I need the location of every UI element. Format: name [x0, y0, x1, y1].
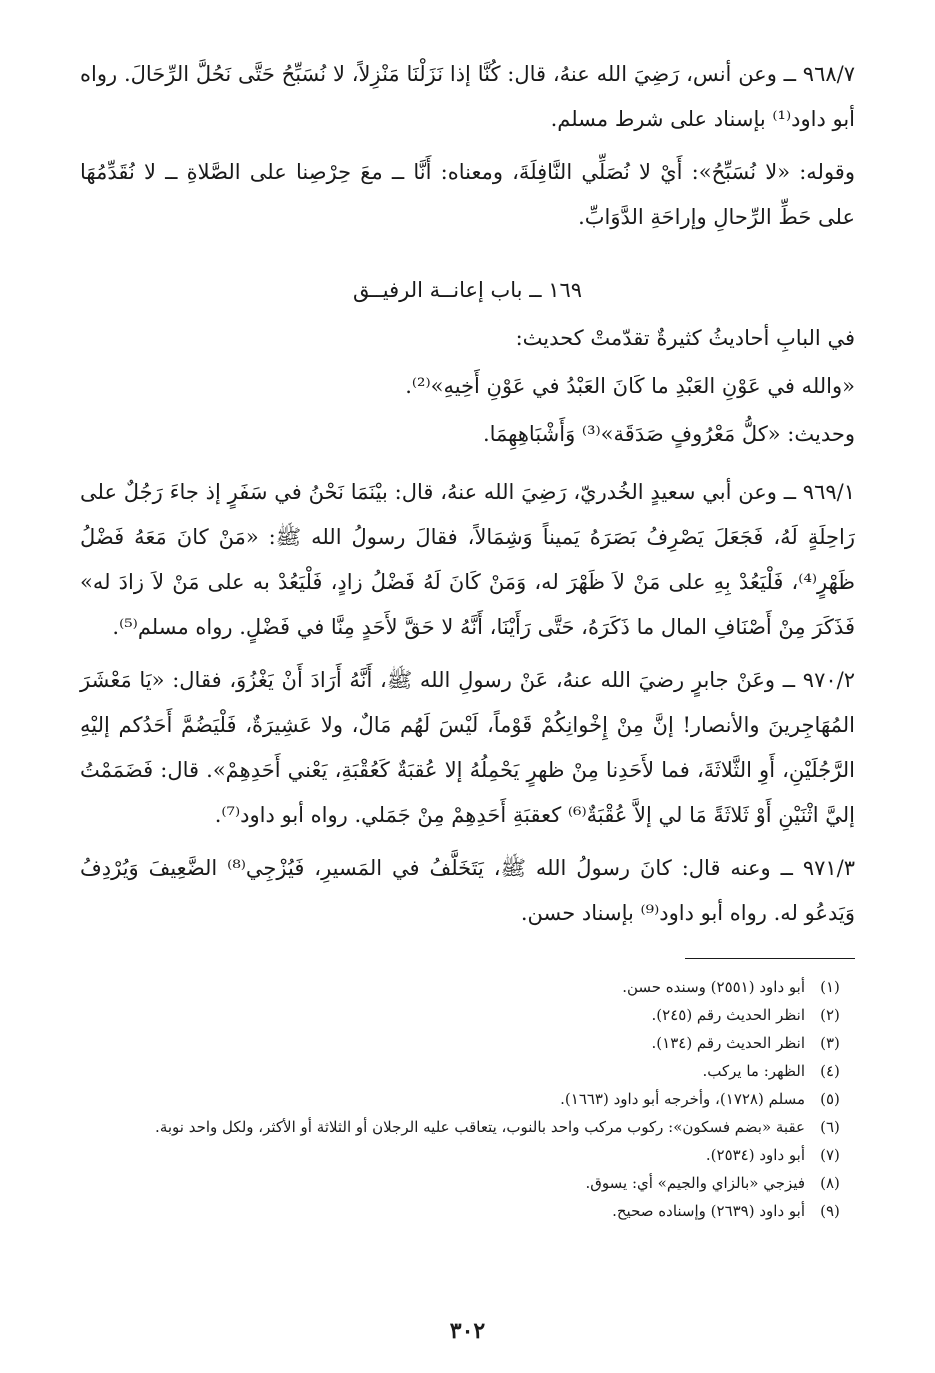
footnote: (٥) مسلم (١٧٢٨)، وأخرجه أبو داود (١٦٦٣).: [560, 1090, 840, 1108]
quoted-hadith: «والله في عَوْنِ العَبْدِ ما كَانَ العَبْدُ في عَوْنِ أَخِيهِ»⁽²⁾.: [405, 374, 855, 398]
footnote: (٨) فيزجي «بالزاي والجيم» أي: يسوق.: [585, 1174, 840, 1192]
hadith-971: ٩٧١/٣ ــ وعنه قال: كانَ رسولُ الله ﷺ، يَتَخَلَّفُ في المَسيرِ، فَيُزْجِي⁽⁸⁾ الضَّعِيفَ وَيُرْدِفُ وَيَدعُو له. رواه أبو داود⁽⁹⁾ بإسناد حسن.: [80, 856, 856, 925]
footnote: (٩) أبو داود (٢٦٣٩) وإسناده صحيح.: [612, 1202, 840, 1220]
page-number: ٣٠٢: [449, 1318, 486, 1344]
quoted-hadith-2: وحديث: «كلُّ مَعْرُوفٍ صَدَقَة»⁽³⁾ وَأَشْبَاهِهِمَا.: [482, 422, 855, 446]
chapter-heading: ١٦٩ ــ باب إعانــة الرفيــق: [352, 278, 583, 302]
intro-line: في البابِ أحاديثُ كثيرةٌ تقدّمتْ كحديث:: [515, 326, 855, 350]
hadith-970: ٩٧٠/٢ ــ وعَنْ جابرٍ رضيَ الله عنهُ، عَنْ رسولِ الله ﷺ، أَنَّهُ أَرَادَ أَنْ يَغْزُوَ، فقال: «يَا مَعْشَرَ المُهَاجِرينَ والأنصار! إنَّ مِنْ إِخْوانِكُمْ قَوْماً، لَيْسَ لَهُم مَالٌ، ولا عَشِيرَةٌ، فَلْيَضُمَّ أَحَدُكم إليْهِ الرَّجُلَيْنِ، أَوِ الثَّلاثَةَ، فما لأَحَدِنا مِنْ ظهرٍ يَحْمِلُهُ إلا عُقبَةٌ كَعُقْبَةِ، يَعْني أَحَدِهِمْ». قال: فَضَمَمْتُ إليَّ اثْنَيْنِ أَوْ ثَلاثَةً مَا لي إلاَّ عُقْبَةٌ⁽⁶⁾ كعقبَةِ أَحَدِهِمْ مِنْ جَمَلي. رواه أبو داود⁽⁷⁾.: [80, 668, 855, 827]
footnote: (٣) انظر الحديث رقم (١٣٤).: [651, 1034, 840, 1052]
hadith-969: ٩٦٩/١ ــ وعن أبي سعيدٍ الخُدريّ، رَضِيَ الله عنهُ، قال: بيْنَمَا نَحْنُ في سَفَرٍ إذ جاءَ رَجُلٌ على رَاحِلَةٍ لَهُ، فَجَعَلَ يَصْرِفُ بَصَرَهُ يَميناً وَشِمَالاً، فقالَ رسولُ الله ﷺ: «مَنْ كانَ مَعَهُ فَضْلُ ظَهْرٍ⁽⁴⁾، فَلْيَعُدْ بِهِ على مَنْ لاَ ظَهْرَ له، وَمَنْ كَانَ لَهُ فَضْلُ زادٍ، فَلْيَعُدْ به على مَنْ لاَ زادَ له» فَذَكَرَ مِنْ أَصْنَافِ المال ما ذَكَرَهُ، حَتَّى رَأَيْنَا، أَنَّهُ لا حَقَّ لأَحَدٍ مِنَّا في فَضْلٍ. رواه مسلم⁽⁵⁾.: [80, 480, 855, 639]
footnotes: [80, 973, 855, 1225]
footnote: (٤) الظهر: ما يركب.: [702, 1062, 840, 1080]
explanation-paragraph: وقوله: «لا نُسَبِّحُ»: أَيْ لا نُصَلِّي النَّافِلَةَ، ومعناه: أَنَّا ــ معَ حِرْصِنا على الصَّلاةِ ــ لا نُقَدِّمُهَا على حَطِّ الرِّحالِ وإراحَةِ الدَّوَابِّ.: [80, 160, 855, 229]
hadith-968: ٩٦٨/٧ ــ وعن أنس، رَضِيَ الله عنهُ، قال: كُنَّا إذا نَزَلْنَا مَنْزِلاً، لا نُسَبِّحُ حَتَّى نَحُلَّ الرِّحَالَ. رواه أبو داود⁽¹⁾ بإسناد على شرط مسلم.: [80, 62, 855, 131]
footnote: (١) أبو داود (٢٥٥١) وسنده حسن.: [622, 978, 840, 996]
footnote-divider: [685, 958, 855, 959]
footnote: (٦) عقبة «بضم فسكون»: ركوب مركب واحد بالنوب، يتعاقب عليه الرجلان أو الثلاثة أو الأكثر، ولكل واحد نوبة.: [155, 1118, 840, 1136]
footnote: (٢) انظر الحديث رقم (٢٤٥).: [651, 1006, 840, 1024]
page-body: [80, 52, 855, 1225]
footnote: (٧) أبو داود (٢٥٣٤).: [705, 1146, 840, 1164]
